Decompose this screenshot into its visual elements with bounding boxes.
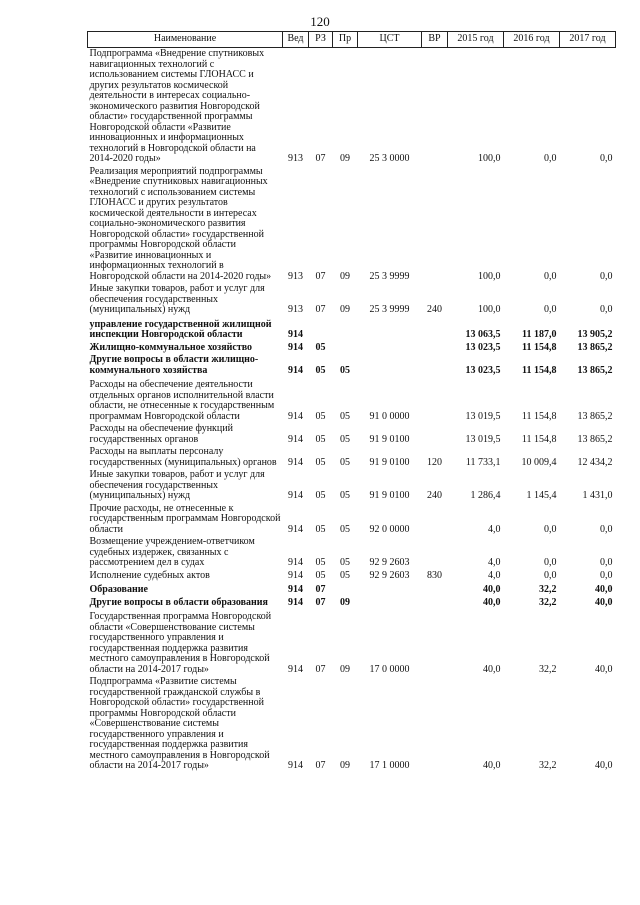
- cell-y2017: 0,0: [600, 153, 613, 164]
- cell-pr: 09: [340, 304, 350, 315]
- cell-name: Государственная программа Новгородской области «Совершенствование системы государственного управления и государственная поддержка развития местного самоуправления в Новгородской области на 2014-2017 годы»: [89, 611, 272, 675]
- cell-rz: 07: [315, 270, 326, 282]
- cell-ved: 914: [288, 760, 303, 771]
- cell-y2015: 1 286,4: [470, 490, 501, 501]
- cell-ved: 914: [288, 364, 303, 376]
- cell-cst: 92 9 2603: [369, 557, 410, 568]
- cell-vr: [422, 317, 448, 342]
- cell-y2016: 11 154,8: [521, 410, 557, 422]
- cell-cst: 17 1 0000: [369, 760, 410, 771]
- cell-name: Расходы на обеспечение функций государственных органов: [89, 423, 233, 445]
- cell-name: управление государственной жилищной инспекции Новгородской области: [89, 318, 272, 340]
- cell-name: Другие вопросы в области жилищно-коммунального хозяйства: [89, 354, 259, 376]
- budget-table: [87, 31, 616, 773]
- cell-y2017: 13 865,2: [577, 433, 613, 445]
- cell-name: Образование: [89, 584, 148, 595]
- cell-cst: 92 9 2603: [369, 569, 410, 581]
- cell-pr: 05: [340, 557, 350, 568]
- cell-rz: 05: [315, 490, 326, 501]
- cell-y2015: 100,0: [478, 304, 501, 315]
- cell-y2015: 100,0: [478, 270, 501, 282]
- table-header: [88, 32, 616, 48]
- cell-y2015: 40,0: [483, 584, 501, 595]
- cell-y2016: 11 154,8: [522, 341, 557, 353]
- cell-name: Иные закупки товаров, работ и услуг для обеспечения государственных (муниципальных) нужд: [89, 283, 265, 315]
- cell-rz: 07: [315, 153, 326, 164]
- cell-y2016: 11 154,8: [521, 433, 557, 445]
- cell-vr: 240: [427, 490, 442, 501]
- cell-cst: [358, 342, 422, 355]
- cell-name: Иные закупки товаров, работ и услуг для обеспечения государственных (муниципальных) нужд: [89, 469, 265, 501]
- cell-cst: 25 3 9999: [369, 270, 410, 282]
- cell-y2016: 32,2: [539, 584, 557, 595]
- cell-ved: 913: [288, 270, 303, 282]
- cell-name: Возмещение учреждением-ответчиком судебных издержек, связанных с рассмотрением дел в судах: [89, 536, 255, 568]
- cell-ved: 914: [288, 456, 303, 468]
- cell-vr: [422, 377, 448, 423]
- cell-name: Исполнение судебных актов: [89, 569, 210, 581]
- table-row: [88, 377, 616, 423]
- cell-pr: 05: [340, 364, 350, 376]
- cell-rz: 07: [315, 584, 326, 595]
- cell-name: Жилищно-коммунальное хозяйство: [89, 341, 253, 353]
- cell-vr: 830: [427, 569, 442, 581]
- cell-ved: 914: [288, 584, 303, 595]
- header-cst: ЦСТ: [358, 32, 422, 48]
- cell-rz: 07: [315, 304, 326, 315]
- cell-y2015: 13 019,5: [465, 410, 501, 422]
- cell-y2016: 10 009,4: [521, 456, 557, 468]
- cell-y2017: 0,0: [600, 523, 613, 535]
- cell-y2015: 13 023,5: [465, 364, 501, 376]
- cell-cst: 92 0 0000: [369, 523, 410, 535]
- table-row: [88, 446, 616, 469]
- cell-name: Реализация мероприятий подпрограммы «Внедрение спутниковых навигационных технологий с использованием системы ГЛОНАСС и других результатов космической деятельности в интересах социально-экономического развития Новгородской области» государственной программы Новгородской области «Развитие инновационных и информационных технологий в Новгородской области на 2014-2020 годы»: [89, 165, 272, 282]
- cell-cst: [358, 354, 422, 377]
- table-row: [88, 469, 616, 503]
- cell-pr: 09: [340, 663, 350, 675]
- cell-cst: 91 9 0100: [369, 490, 410, 501]
- cell-name: Расходы на обеспечение деятельности отдельных органов исполнительной власти области, не отнесенные к государственным программам Новгородской области: [89, 379, 275, 422]
- cell-name: Подпрограмма «Развитие системы государственной гражданской службы в Новгородской области» государственной программы Новгородской области «Совершенствование системы государственного управления и государственная поддержка развития местного самоуправления в Новгородской области на 2014-2017 годы»: [89, 676, 270, 771]
- header-rz: РЗ: [309, 32, 333, 48]
- cell-y2016: 0,0: [544, 557, 557, 568]
- cell-y2017: 40,0: [595, 663, 613, 675]
- cell-pr: [333, 317, 358, 342]
- cell-y2017: 40,0: [595, 584, 613, 595]
- cell-vr: [422, 597, 448, 610]
- cell-name: Подпрограмма «Внедрение спутниковых навигационных технологий с использованием системы ГЛОНАСС и других результатов космической деятельности в интересах социально-экономического развития Новгородской области» государственной программы Новгородской области «Развитие инновационных и информационных технологий в Новгородской области на 2014-2020 годы»: [89, 48, 265, 164]
- cell-pr: 05: [340, 456, 350, 468]
- cell-y2017: 12 434,2: [577, 456, 613, 468]
- table-row: [88, 597, 616, 610]
- table-row: [88, 317, 616, 342]
- cell-cst: [358, 582, 422, 597]
- cell-vr: [422, 582, 448, 597]
- cell-pr: 09: [340, 596, 350, 608]
- cell-ved: 914: [288, 329, 303, 340]
- table-row: [88, 166, 616, 284]
- cell-rz: 07: [315, 663, 326, 675]
- cell-ved: 914: [288, 341, 303, 353]
- cell-vr: [422, 354, 448, 377]
- table-row: [88, 570, 616, 583]
- cell-vr: [422, 342, 448, 355]
- cell-pr: 09: [340, 153, 350, 164]
- cell-y2016: 0,0: [544, 270, 557, 282]
- cell-pr: 05: [340, 569, 350, 581]
- cell-y2015: 4,0: [488, 557, 501, 568]
- cell-y2016: 0,0: [544, 304, 557, 315]
- cell-y2016: 0,0: [544, 523, 557, 535]
- cell-pr: 09: [340, 270, 350, 282]
- table-row: [88, 536, 616, 570]
- cell-ved: 914: [288, 523, 303, 535]
- cell-pr: 05: [340, 433, 350, 445]
- cell-rz: 05: [315, 433, 326, 445]
- cell-y2016: 0,0: [544, 569, 557, 581]
- table-body: [88, 48, 616, 773]
- cell-y2016: 32,2: [539, 596, 557, 608]
- cell-vr: [422, 166, 448, 284]
- cell-rz: 05: [315, 569, 326, 581]
- table-row: [88, 676, 616, 773]
- cell-vr: 240: [427, 304, 442, 315]
- cell-pr: 05: [340, 523, 350, 535]
- header-2017: 2017 год: [560, 32, 616, 48]
- table-row: [88, 48, 616, 166]
- cell-y2016: 1 145,4: [526, 490, 557, 501]
- cell-pr: [333, 582, 358, 597]
- cell-pr: 09: [340, 760, 350, 771]
- cell-cst: [358, 317, 422, 342]
- cell-ved: 914: [288, 410, 303, 422]
- cell-vr: [422, 676, 448, 773]
- cell-name: Другие вопросы в области образования: [89, 596, 268, 608]
- table-row: [88, 342, 616, 355]
- cell-y2017: 13 865,2: [577, 341, 613, 353]
- cell-name: Прочие расходы, не отнесенные к государственным программам Новгородской области: [89, 502, 281, 535]
- cell-pr: 05: [340, 490, 350, 501]
- cell-vr: [422, 48, 448, 166]
- cell-y2017: 13 865,2: [577, 364, 613, 376]
- cell-cst: 25 3 0000: [369, 153, 410, 164]
- cell-y2016: 11 187,0: [522, 329, 557, 340]
- table-row: [88, 354, 616, 377]
- cell-y2015: 11 733,1: [465, 456, 501, 468]
- cell-ved: 914: [288, 663, 303, 675]
- cell-rz: [309, 317, 333, 342]
- cell-rz: 05: [315, 523, 326, 535]
- cell-cst: 25 3 9999: [369, 304, 410, 315]
- cell-y2015: 4,0: [488, 569, 501, 581]
- cell-rz: 07: [315, 760, 326, 771]
- cell-y2015: 13 019,5: [465, 433, 501, 445]
- cell-y2015: 40,0: [483, 663, 501, 675]
- cell-vr: [422, 609, 448, 676]
- cell-y2016: 32,2: [539, 663, 557, 675]
- cell-cst: 91 9 0100: [369, 456, 410, 468]
- table-row: [88, 423, 616, 446]
- cell-y2017: 40,0: [595, 760, 613, 771]
- cell-ved: 914: [288, 433, 303, 445]
- cell-cst: 17 0 0000: [369, 663, 410, 675]
- cell-y2015: 100,0: [478, 153, 501, 164]
- cell-y2017: 13 905,2: [577, 329, 613, 340]
- cell-cst: 91 0 0000: [369, 410, 410, 422]
- cell-y2017: 1 431,0: [582, 490, 613, 501]
- table-row: [88, 609, 616, 676]
- cell-rz: 05: [315, 341, 326, 353]
- header-vr: ВР: [422, 32, 448, 48]
- page-number: 120: [310, 14, 330, 29]
- cell-y2016: 0,0: [544, 153, 557, 164]
- cell-vr: [422, 423, 448, 446]
- cell-y2015: 13 063,5: [465, 329, 501, 340]
- cell-rz: 05: [315, 410, 326, 422]
- table-row: [88, 503, 616, 537]
- cell-vr: 120: [427, 456, 442, 468]
- table-row: [88, 582, 616, 597]
- cell-rz: 05: [315, 557, 326, 568]
- cell-y2016: 32,2: [539, 760, 557, 771]
- header-ved: Вед: [283, 32, 309, 48]
- cell-y2017: 13 865,2: [577, 410, 613, 422]
- cell-y2017: 0,0: [600, 569, 613, 581]
- header-pr: Пр: [333, 32, 358, 48]
- cell-y2016: 11 154,8: [522, 364, 557, 376]
- cell-ved: 913: [288, 304, 303, 315]
- cell-pr: 05: [340, 410, 350, 422]
- cell-y2015: 40,0: [483, 760, 501, 771]
- cell-y2017: 40,0: [595, 596, 613, 608]
- cell-rz: 07: [315, 596, 326, 608]
- cell-ved: 914: [288, 569, 303, 581]
- header-name: Наименование: [88, 32, 283, 48]
- cell-cst: 91 9 0100: [369, 433, 410, 445]
- cell-ved: 914: [288, 596, 303, 608]
- cell-cst: [358, 597, 422, 610]
- cell-y2017: 0,0: [600, 270, 613, 282]
- cell-y2017: 0,0: [600, 304, 613, 315]
- cell-rz: 05: [315, 364, 326, 376]
- cell-y2017: 0,0: [600, 557, 613, 568]
- cell-y2015: 13 023,5: [465, 341, 501, 353]
- cell-ved: 913: [288, 153, 303, 164]
- cell-y2015: 40,0: [483, 596, 501, 608]
- header-2015: 2015 год: [448, 32, 504, 48]
- cell-ved: 914: [288, 490, 303, 501]
- cell-name: Расходы на выплаты персоналу государственных (муниципальных) органов: [89, 446, 277, 468]
- cell-rz: 05: [315, 456, 326, 468]
- cell-y2015: 4,0: [488, 523, 501, 535]
- table-row: [88, 283, 616, 317]
- cell-vr: [422, 503, 448, 537]
- cell-pr: [333, 342, 358, 355]
- cell-vr: [422, 536, 448, 570]
- header-2016: 2016 год: [504, 32, 560, 48]
- cell-ved: 914: [288, 557, 303, 568]
